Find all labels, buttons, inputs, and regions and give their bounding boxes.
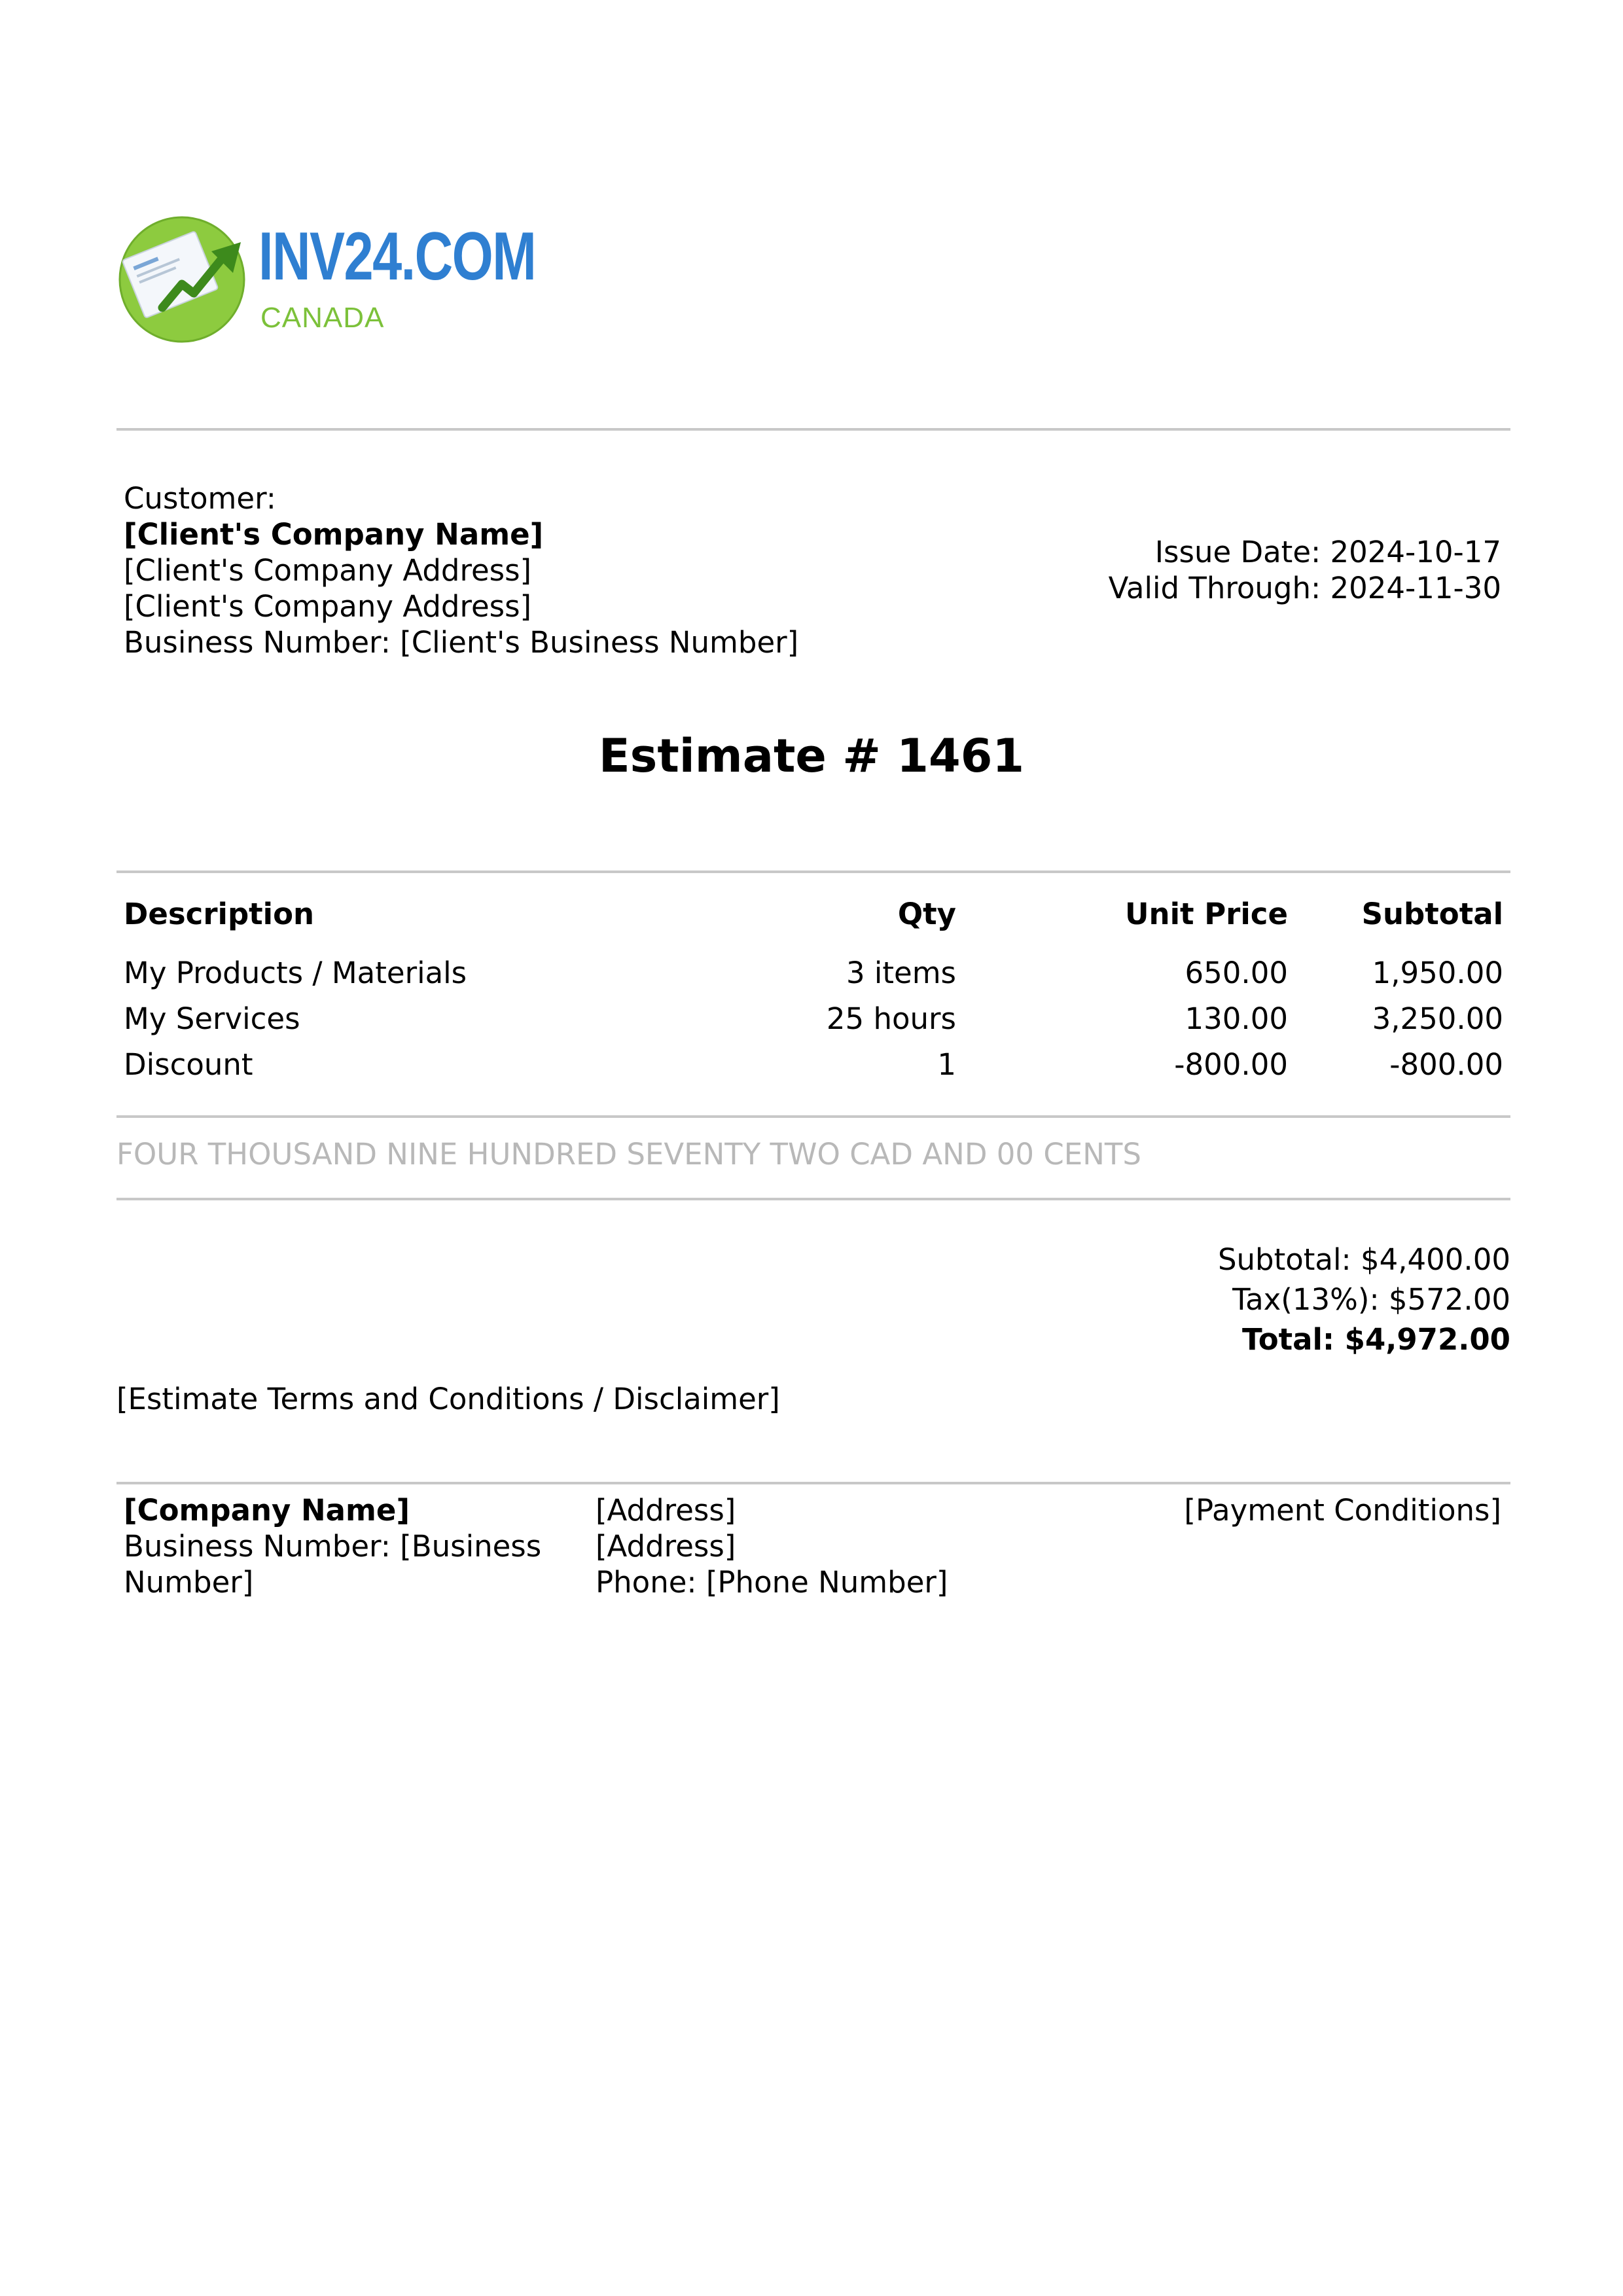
- footer-address-line1: [Address]: [596, 1493, 736, 1528]
- document-title: Estimate # 1461: [598, 729, 1025, 783]
- footer-address-line2: [Address]: [596, 1529, 736, 1564]
- customer-label: Customer:: [124, 481, 276, 516]
- terms-and-conditions: [Estimate Terms and Conditions / Disclaimer]: [116, 1382, 780, 1416]
- valid-through-date: Valid Through: 2024-11-30: [1108, 571, 1501, 605]
- footer-company-block: [124, 1492, 543, 1600]
- row-qty: 1: [937, 1047, 956, 1082]
- header-divider: [116, 428, 1510, 431]
- row-description: My Products / Materials: [124, 956, 467, 990]
- header-unit-price: Unit Price: [1125, 897, 1288, 931]
- line-items-table: [116, 897, 1510, 1088]
- header-qty: Qty: [897, 897, 956, 931]
- footer-phone: Phone: [Phone Number]: [596, 1565, 948, 1600]
- table-bottom-divider: [116, 1115, 1510, 1118]
- totals-subtotal: Subtotal: $4,400.00: [1217, 1242, 1510, 1277]
- footer-payment-block: [1184, 1492, 1501, 1528]
- totals-grand-total: Total: $4,972.00: [1242, 1322, 1510, 1357]
- row-description: Discount: [124, 1047, 253, 1082]
- row-subtotal: 1,950.00: [1372, 956, 1503, 990]
- footer-divider: [116, 1482, 1510, 1484]
- row-qty: 3 items: [846, 956, 956, 990]
- table-row: [116, 996, 1510, 1042]
- customer-address-line2: [Client's Company Address]: [124, 589, 532, 624]
- row-description: My Services: [124, 1001, 300, 1036]
- table-header-row: [116, 897, 1510, 950]
- table-row: [116, 950, 1510, 996]
- customer-address-line1: [Client's Company Address]: [124, 553, 532, 588]
- logo-brand-text: INV24.COM: [259, 219, 536, 295]
- customer-business-number: Business Number: [Client's Business Number]: [124, 625, 799, 660]
- row-unit-price: 130.00: [1185, 1001, 1288, 1036]
- totals-block: [1218, 1240, 1510, 1359]
- totals-tax: Tax(13%): $572.00: [1232, 1282, 1510, 1317]
- row-qty: 25 hours: [826, 1001, 956, 1036]
- footer-company-name: [Company Name]: [124, 1493, 410, 1528]
- table-top-divider: [116, 870, 1510, 873]
- footer-business-number: Business Number: [Business Number]: [124, 1529, 542, 1600]
- customer-company-name: [Client's Company Name]: [124, 517, 544, 552]
- logo-emblem-icon: [116, 211, 254, 348]
- row-subtotal: 3,250.00: [1372, 1001, 1503, 1036]
- row-unit-price: -800.00: [1174, 1047, 1288, 1082]
- footer-address-block: [596, 1492, 948, 1600]
- amount-words-divider: [116, 1198, 1510, 1200]
- table-row: [116, 1042, 1510, 1088]
- issue-date: Issue Date: 2024-10-17: [1154, 535, 1501, 569]
- dates-block: [1109, 534, 1501, 606]
- customer-block: [124, 480, 798, 660]
- company-logo: [116, 211, 536, 348]
- footer-payment-conditions: [Payment Conditions]: [1184, 1493, 1501, 1528]
- logo-region-text: CANADA: [260, 302, 385, 334]
- amount-in-words: FOUR THOUSAND NINE HUNDRED SEVENTY TWO CAD AND 00 CENTS: [116, 1137, 1141, 1172]
- row-subtotal: -800.00: [1389, 1047, 1503, 1082]
- header-subtotal: Subtotal: [1361, 897, 1503, 931]
- header-description: Description: [124, 897, 315, 931]
- row-unit-price: 650.00: [1185, 956, 1288, 990]
